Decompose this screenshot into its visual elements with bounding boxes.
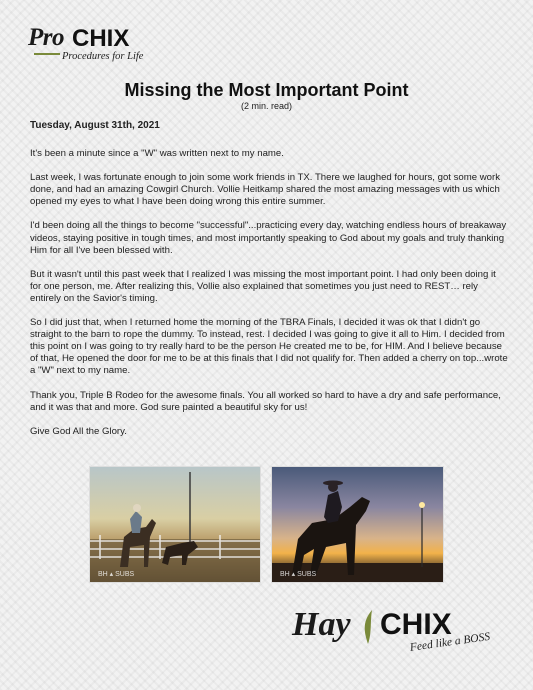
article-body [30, 120, 508, 450]
page-title: Missing the Most Important Point [124, 80, 409, 100]
paragraph: So I did just that, when I returned home the morning of the TBRA Finals, I decided it was ok that I didn't go straight to the barn to rope the dummy. To instead, rest. I decided I was going to give it all to Him. I decided from this point on I was going to try really hard to be the person He created me to be, for HIM. And I believe because of that, He opened the door for me to be at this finals that I did not qualify for. Then added a cherry on top...wrote a "W" next to my name. [30, 317, 508, 377]
prochix-logo [28, 22, 168, 68]
logo-chix-text: CHIX [380, 608, 452, 641]
paragraph: But it wasn't until this past week that I realized I was missing the most important point. I had only been doing it for one person, me. After realizing this, Vollie also explained that sometimes you just need to REST… rely entirely on the Savior's timing. [30, 268, 496, 304]
haychix-logo [292, 606, 507, 666]
wheat-leaf-icon [358, 610, 378, 644]
logo-pro-text: Pro [28, 24, 64, 51]
logo-tagline: Feed like a BOSS [409, 630, 491, 654]
article-date: Tuesday, August 31th, 2021 [30, 120, 160, 131]
paragraph: Last week, I was fortunate enough to join some work friends in TX. There we laughed for hours, got some work done, and had an amazing Cowgirl Church. Vollie Heitkamp shared the most amazing messages with us which opened my eyes to what I have been doing wrong this entire summer. [30, 172, 500, 208]
sunset-rider-illustration [272, 467, 443, 582]
paragraph: Thank you, Triple B Rodeo for the awesome finals. You all worked so hard to have a dry and safe performance, and it was that and more. God sure painted a beautiful sky for us! [30, 389, 501, 413]
paragraph: Give God All the Glory. [30, 425, 127, 437]
read-time: (2 min. read) [240, 101, 293, 111]
rodeo-arena-photo [89, 466, 261, 583]
logo-chix-text: CHIX [72, 25, 130, 52]
logo-tagline: Procedures for Life [62, 51, 144, 62]
rodeo-arena-illustration [90, 467, 260, 582]
paragraph: It's been a minute since a "W" was written next to my name. [30, 148, 284, 160]
sunset-rider-photo [271, 466, 444, 583]
logo-accent-rule [34, 53, 60, 55]
paragraph: I'd been doing all the things to become "successful"...practicing every day, watching endless hours of breakaway videos, staying positive in tough times, and most importantly speaking to God about my goals and truly thanking Him for all I've been blessed with. [30, 220, 507, 256]
photo-watermark: BH ▴ SUBS [280, 571, 317, 578]
photo-watermark: BH ▴ SUBS [98, 571, 135, 578]
logo-hay-text: Hay [292, 606, 351, 643]
